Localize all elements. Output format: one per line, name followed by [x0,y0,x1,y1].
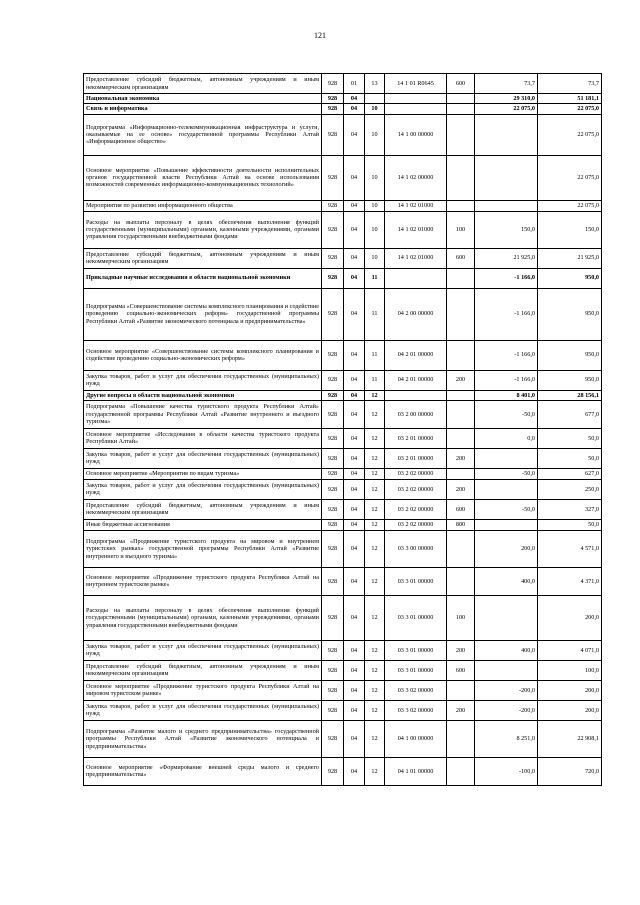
ministry-code: 928 [322,519,344,530]
amount-change: -1 166,0 [475,370,538,390]
row-description: Основное мероприятие «Совершенствование системы комплексного планирования и содействие проведению социально-экономических реформ» [84,340,322,370]
section-code: 04 [344,94,365,104]
amount-change: 8 251,0 [475,720,538,757]
section-code: 04 [344,660,365,680]
amount-total: 627,0 [538,468,602,479]
row-description: Закупка товаров, работ и услуг для обеспечения государственных (муниципальных) нужд [84,479,322,499]
target-article-code [385,104,447,114]
ministry-code: 928 [322,104,344,114]
target-article-code [385,268,447,288]
section-code: 04 [344,390,365,400]
amount-total: 677,0 [538,400,602,428]
row-description: Подпрограмма «Совершенствование системы комплексного планирования и содействие проведению социально-экономических реформ» государственной программы Республики Алтай «Развитие экономического потенциала и предпринимательства» [84,288,322,340]
subsection-code: 12 [365,720,385,757]
section-code: 04 [344,200,365,211]
ministry-code: 928 [322,94,344,104]
table-row [84,640,602,660]
row-description: Закупка товаров, работ и услуг для обеспечения государственных (муниципальных) нужд [84,448,322,468]
target-article-code: 03 3 02 00000 [385,680,447,700]
amount-total: 200,0 [538,700,602,720]
amount-total: 950,0 [538,288,602,340]
expense-type-code [447,268,475,288]
target-article-code [385,94,447,104]
table-row [84,499,602,519]
expense-type-code [447,400,475,428]
amount-total: 950,0 [538,370,602,390]
row-description: Расходы на выплаты персоналу в целях обеспечения выполнения функций государственными (муниципальными) органами, казенными учреждениями, органами управления государственными внебюджетными фондами [84,595,322,640]
amount-total: 73,7 [538,74,602,94]
table-row [84,200,602,211]
target-article-code: 03 3 02 00000 [385,700,447,720]
expense-type-code [447,680,475,700]
subsection-code: 12 [365,499,385,519]
amount-change [475,519,538,530]
ministry-code: 928 [322,288,344,340]
subsection-code: 10 [365,114,385,155]
table-row [84,94,602,104]
amount-total: 21 925,0 [538,248,602,268]
subsection-code: 12 [365,700,385,720]
ministry-code: 928 [322,340,344,370]
section-code: 04 [344,468,365,479]
row-description: Основное мероприятие «Формирование внешней среды малого и среднего предпринимательства» [84,757,322,785]
subsection-code: 12 [365,530,385,567]
target-article-code: 03 3 01 00000 [385,595,447,640]
ministry-code: 928 [322,428,344,448]
row-description: Иные бюджетные ассигнования [84,519,322,530]
section-code: 04 [344,114,365,155]
amount-total: 51 181,1 [538,94,602,104]
target-article-code: 03 2 02 00000 [385,468,447,479]
table-row [84,248,602,268]
expense-type-code [447,340,475,370]
ministry-code: 928 [322,757,344,785]
amount-total: 950,0 [538,268,602,288]
amount-total: 4 571,0 [538,530,602,567]
row-description: Предоставление субсидий бюджетным, автономным учреждениям и иным некоммерческим организациям [84,74,322,94]
table-row [84,700,602,720]
amount-total: 50,0 [538,448,602,468]
amount-change [475,660,538,680]
table-row [84,595,602,640]
row-description: Подпрограмма «Информационно-телекоммуникационная инфраструктура и услуги, оказываемые на ее основе» государственной программы Республики Алтай «Информационное общество» [84,114,322,155]
row-description: Основное мероприятие «Повышение эффективности деятельности исполнительных органов государственной власти Республики Алтай на основе использования возможностей современных информационно-коммуникационных технологий» [84,155,322,200]
row-description: Основное мероприятие «Мероприятия по видам туризма» [84,468,322,479]
row-description: Другие вопросы в области национальной экономики [84,390,322,400]
expense-type-code [447,94,475,104]
budget-table [83,73,602,786]
expense-type-code: 200 [447,448,475,468]
target-article-code: 03 3 01 00000 [385,660,447,680]
table-row [84,757,602,785]
section-code: 04 [344,680,365,700]
amount-change: -1 166,0 [475,268,538,288]
row-description: Закупка товаров, работ и услуг для обеспечения государственных (муниципальных) нужд [84,370,322,390]
amount-change: 29 310,0 [475,94,538,104]
subsection-code: 10 [365,104,385,114]
ministry-code: 928 [322,595,344,640]
subsection-code: 12 [365,757,385,785]
budget-table-body [84,74,602,786]
ministry-code: 928 [322,74,344,94]
section-code: 04 [344,448,365,468]
amount-change [475,448,538,468]
page-number: 121 [314,31,326,40]
amount-total: 200,0 [538,595,602,640]
amount-change: 200,0 [475,530,538,567]
subsection-code: 12 [365,428,385,448]
section-code: 04 [344,519,365,530]
amount-total: 250,0 [538,479,602,499]
row-description: Расходы на выплаты персоналу в целях обеспечения выполнения функций государственными (муниципальными) органами, казенными учреждениями, органами управления государственными внебюджетными фондами [84,211,322,248]
section-code: 04 [344,720,365,757]
expense-type-code [447,720,475,757]
subsection-code: 12 [365,400,385,428]
amount-total: 150,0 [538,211,602,248]
table-row [84,479,602,499]
target-article-code: 03 2 02 00000 [385,519,447,530]
amount-total: 28 156,1 [538,390,602,400]
amount-total: 22 908,1 [538,720,602,757]
section-code: 04 [344,757,365,785]
ministry-code: 928 [322,400,344,428]
amount-total: 4 071,0 [538,640,602,660]
table-row [84,428,602,448]
expense-type-code: 200 [447,640,475,660]
amount-change: 400,0 [475,567,538,595]
ministry-code: 928 [322,390,344,400]
section-code: 04 [344,499,365,519]
subsection-code: 11 [365,268,385,288]
expense-type-code: 200 [447,479,475,499]
section-code: 04 [344,248,365,268]
expense-type-code [447,155,475,200]
subsection-code: 12 [365,468,385,479]
ministry-code: 928 [322,370,344,390]
ministry-code: 928 [322,155,344,200]
row-description: Основное мероприятие «Продвижение туристского продукта Республики Алтай на мировом туристском рынке» [84,680,322,700]
row-description: Подпрограмма «Повышение качества туристского продукта Республики Алтай» государственной программы Республики Алтай «Развитие внутреннего и въездного туризма» [84,400,322,428]
amount-total: 200,0 [538,680,602,700]
table-row [84,340,602,370]
ministry-code: 928 [322,448,344,468]
table-row [84,448,602,468]
target-article-code: 04 1 00 00000 [385,720,447,757]
amount-total: 327,0 [538,499,602,519]
section-code: 04 [344,288,365,340]
expense-type-code: 200 [447,700,475,720]
ministry-code: 928 [322,700,344,720]
section-code: 04 [344,567,365,595]
amount-change [475,479,538,499]
target-article-code: 04 2 01 00000 [385,340,447,370]
expense-type-code: 600 [447,248,475,268]
expense-type-code: 200 [447,370,475,390]
amount-change: -100,0 [475,757,538,785]
section-code: 04 [344,211,365,248]
subsection-code: 11 [365,288,385,340]
section-code: 01 [344,74,365,94]
subsection-code: 12 [365,680,385,700]
subsection-code: 11 [365,370,385,390]
target-article-code: 04 1 01 00000 [385,757,447,785]
ministry-code: 928 [322,660,344,680]
subsection-code: 13 [365,74,385,94]
target-article-code: 03 3 00 00000 [385,530,447,567]
table-row [84,268,602,288]
subsection-code: 10 [365,248,385,268]
table-row [84,114,602,155]
amount-change: -50,0 [475,468,538,479]
ministry-code: 928 [322,680,344,700]
section-code: 04 [344,370,365,390]
subsection-code: 12 [365,390,385,400]
ministry-code: 928 [322,479,344,499]
subsection-code: 12 [365,448,385,468]
ministry-code: 928 [322,211,344,248]
row-description: Основное мероприятие «Исследования в области качества туристского продукта Республики Алтай» [84,428,322,448]
target-article-code: 04 2 00 00000 [385,288,447,340]
ministry-code: 928 [322,200,344,211]
section-code: 04 [344,155,365,200]
target-article-code: 03 3 01 00000 [385,640,447,660]
ministry-code: 928 [322,268,344,288]
row-description: Прикладные научные исследования в области национальной экономики [84,268,322,288]
row-description: Мероприятия по развитию информационного общества [84,200,322,211]
amount-change: 8 401,0 [475,390,538,400]
table-row [84,468,602,479]
section-code: 04 [344,479,365,499]
amount-total: 100,0 [538,660,602,680]
expense-type-code: 800 [447,519,475,530]
table-row [84,155,602,200]
table-row [84,660,602,680]
amount-change: 73,7 [475,74,538,94]
row-description: Закупка товаров, работ и услуг для обеспечения государственных (муниципальных) нужд [84,700,322,720]
subsection-code: 12 [365,519,385,530]
amount-change: -50,0 [475,400,538,428]
amount-change: 0,0 [475,428,538,448]
subsection-code: 10 [365,155,385,200]
ministry-code: 928 [322,567,344,595]
table-row [84,530,602,567]
target-article-code: 14 1 02 00000 [385,155,447,200]
row-description: Предоставление субсидий бюджетным, автономным учреждениям и иным некоммерческим организациям [84,248,322,268]
subsection-code [365,94,385,104]
amount-total: 22 075,0 [538,104,602,114]
table-row [84,390,602,400]
expense-type-code [447,288,475,340]
amount-change [475,114,538,155]
amount-change: -1 166,0 [475,340,538,370]
expense-type-code [447,390,475,400]
section-code: 04 [344,400,365,428]
ministry-code: 928 [322,114,344,155]
target-article-code: 03 3 01 00000 [385,567,447,595]
amount-total: 22 075,0 [538,200,602,211]
target-article-code: 14 1 02 01000 [385,200,447,211]
expense-type-code [447,104,475,114]
target-article-code: 03 2 01 00000 [385,428,447,448]
amount-change [475,595,538,640]
section-code: 04 [344,530,365,567]
expense-type-code [447,567,475,595]
table-row [84,211,602,248]
table-row [84,400,602,428]
table-row [84,288,602,340]
expense-type-code [447,114,475,155]
ministry-code: 928 [322,640,344,660]
section-code: 04 [344,340,365,370]
target-article-code [385,390,447,400]
subsection-code: 12 [365,660,385,680]
table-row [84,104,602,114]
table-row [84,680,602,700]
target-article-code: 14 1 02 01000 [385,248,447,268]
table-row [84,720,602,757]
target-article-code: 03 2 01 00000 [385,448,447,468]
expense-type-code: 600 [447,499,475,519]
amount-total: 950,0 [538,340,602,370]
section-code: 04 [344,640,365,660]
section-code: 04 [344,104,365,114]
amount-change: -200,0 [475,700,538,720]
expense-type-code [447,468,475,479]
target-article-code: 03 2 00 00000 [385,400,447,428]
expense-type-code [447,200,475,211]
amount-change: -200,0 [475,680,538,700]
target-article-code: 14 1 02 01000 [385,211,447,248]
amount-change: 21 925,0 [475,248,538,268]
amount-total: 22 075,0 [538,114,602,155]
amount-change: 400,0 [475,640,538,660]
row-description: Связь и информатика [84,104,322,114]
amount-change: 22 075,0 [475,104,538,114]
subsection-code: 11 [365,340,385,370]
amount-change: -1 166,0 [475,288,538,340]
row-description: Основное мероприятие «Продвижение туристского продукта Республики Алтай на внутреннем туристском рынке» [84,567,322,595]
subsection-code: 12 [365,595,385,640]
amount-total: 720,0 [538,757,602,785]
subsection-code: 12 [365,479,385,499]
expense-type-code [447,530,475,567]
section-code: 04 [344,700,365,720]
row-description: Подпрограмма «Развитие малого и среднего предпринимательства» государственной программы Республики Алтай «Развитие экономического потенциала и предпринимательства» [84,720,322,757]
ministry-code: 928 [322,499,344,519]
ministry-code: 928 [322,468,344,479]
section-code: 04 [344,595,365,640]
row-description: Предоставление субсидий бюджетным, автономным учреждениям и иным некоммерческим организациям [84,660,322,680]
amount-change [475,155,538,200]
expense-type-code: 600 [447,74,475,94]
table-row [84,519,602,530]
target-article-code: 03 2 02 00000 [385,479,447,499]
ministry-code: 928 [322,530,344,567]
row-description: Национальная экономика [84,94,322,104]
ministry-code: 928 [322,720,344,757]
section-code: 04 [344,428,365,448]
amount-total: 50,0 [538,428,602,448]
target-article-code: 14 1 00 00000 [385,114,447,155]
expense-type-code: 600 [447,660,475,680]
subsection-code: 10 [365,211,385,248]
amount-total: 50,0 [538,519,602,530]
subsection-code: 12 [365,640,385,660]
amount-change: -50,0 [475,499,538,519]
amount-total: 22 075,0 [538,155,602,200]
row-description: Предоставление субсидий бюджетным, автономным учреждениям и иным некоммерческим организациям [84,499,322,519]
amount-change [475,200,538,211]
target-article-code: 04 2 01 00000 [385,370,447,390]
table-row [84,567,602,595]
expense-type-code: 100 [447,211,475,248]
amount-total: 4 371,0 [538,567,602,595]
row-description: Закупка товаров, работ и услуг для обеспечения государственных (муниципальных) нужд [84,640,322,660]
expense-type-code [447,428,475,448]
table-row [84,74,602,94]
expense-type-code [447,757,475,785]
subsection-code: 10 [365,200,385,211]
target-article-code: 14 1 01 R0645 [385,74,447,94]
expense-type-code: 100 [447,595,475,640]
ministry-code: 928 [322,248,344,268]
table-row [84,370,602,390]
target-article-code: 03 2 02 00000 [385,499,447,519]
row-description: Подпрограмма «Продвижение туристского продукта на мировом и внутреннем туристских рынках» государственной программы Республики Алтай «Развитие внутреннего и въездного туризма» [84,530,322,567]
amount-change: 150,0 [475,211,538,248]
subsection-code: 12 [365,567,385,595]
section-code: 04 [344,268,365,288]
